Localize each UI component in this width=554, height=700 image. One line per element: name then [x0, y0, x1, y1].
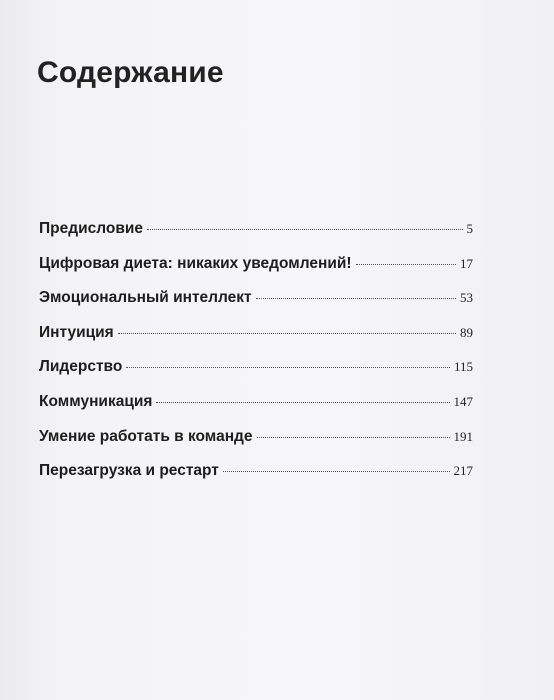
toc-entry — [39, 255, 473, 290]
toc-entry — [39, 324, 473, 359]
dot-leader — [147, 229, 462, 230]
dot-leader — [257, 437, 450, 438]
toc-entry-title: Цифровая диета: никаких уведомлений! — [39, 254, 352, 272]
toc-entry-page: 147 — [453, 393, 473, 409]
toc-entry — [39, 428, 473, 463]
dot-leader — [223, 471, 450, 472]
toc-entry-page: 217 — [453, 463, 473, 479]
toc-entry-page: 5 — [466, 221, 473, 236]
dot-leader — [356, 264, 456, 265]
toc-entry — [39, 289, 473, 324]
toc-entry-title: Умение работать в команде — [39, 427, 253, 445]
toc-entry-title: Перезагрузка и рестарт — [39, 462, 219, 480]
toc-entry-title: Интуиция — [39, 323, 114, 341]
toc-entry-title: Предисловие — [39, 220, 144, 237]
toc-entry-title: Коммуникация — [39, 392, 153, 410]
toc-entry-title: Лидерство — [39, 358, 123, 376]
dot-leader — [118, 333, 456, 334]
dot-leader — [156, 402, 449, 403]
toc-entry — [39, 393, 473, 428]
table-of-contents — [39, 220, 473, 497]
toc-entry-page: 53 — [460, 290, 473, 306]
dot-leader — [126, 367, 450, 368]
toc-entry — [39, 462, 473, 497]
toc-entry-page: 89 — [460, 324, 473, 340]
toc-entry-page: 115 — [453, 359, 473, 375]
dot-leader — [256, 298, 456, 299]
toc-entry-title: Эмоциональный интеллект — [39, 289, 252, 307]
toc-entry — [39, 220, 473, 255]
toc-entry-page: 191 — [453, 428, 473, 444]
page-title: Содержание — [37, 56, 224, 89]
toc-entry-page: 17 — [460, 255, 473, 271]
toc-entry — [39, 358, 473, 393]
